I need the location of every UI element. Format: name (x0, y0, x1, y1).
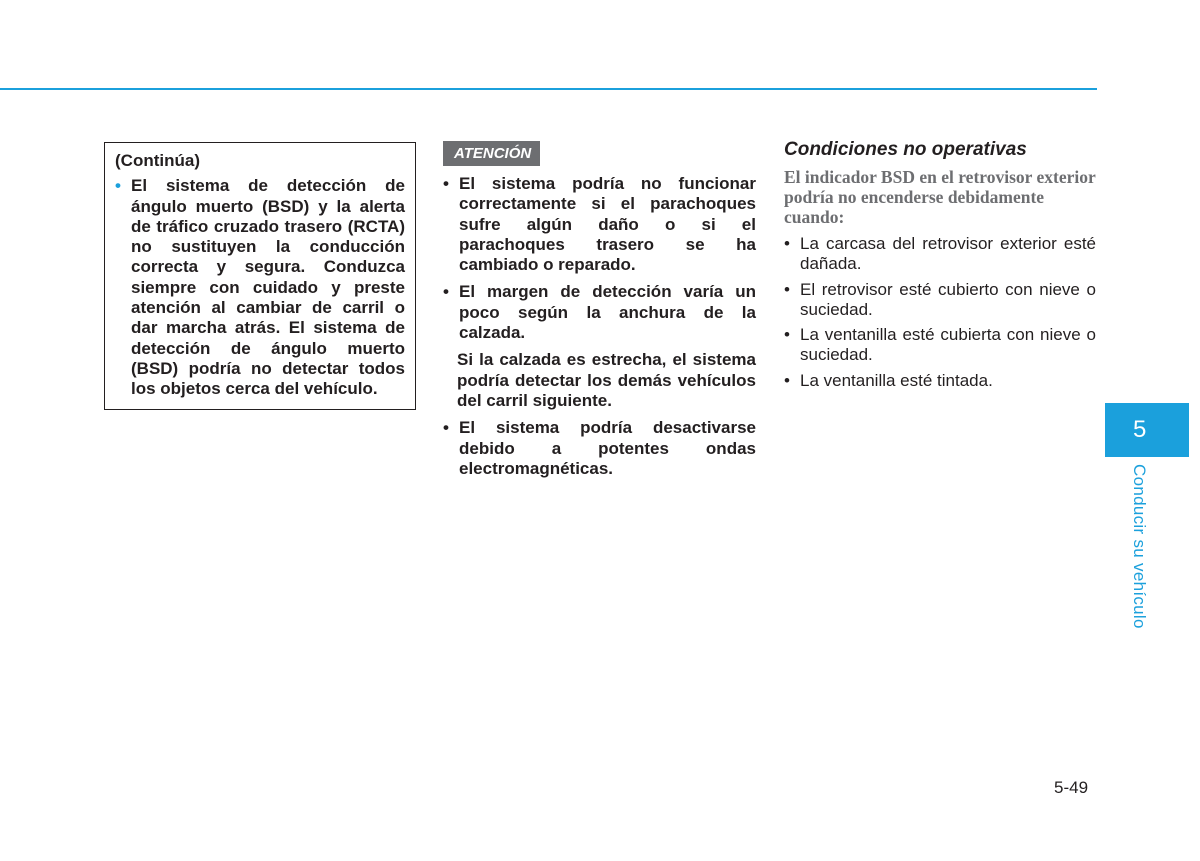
bullet-icon: • (443, 282, 449, 302)
caution-item-text: El sistema podría desactivarse debido a potentes ondas electromagnéticas. (459, 418, 756, 478)
bullet-icon: • (115, 176, 121, 196)
chapter-title: Conducir su vehículo (1130, 464, 1149, 629)
section-subheading: El indicador BSD en el retrovisor exterior podría no encenderse debidamente cuando: (784, 167, 1096, 227)
conditions-section (784, 138, 1096, 396)
condition-item-text: La carcasa del retrovisor exterior esté dañada. (800, 234, 1096, 274)
note-bullet (115, 176, 405, 399)
caution-item (443, 282, 756, 343)
caution-badge: ATENCIÓN (443, 141, 540, 166)
caution-item-text: El sistema podría no funcionar correctamente si el parachoques sufre algún daño o si el parachoques trasero se ha cambiado o reparado. (459, 174, 756, 275)
condition-item (784, 280, 1096, 321)
bullet-icon: • (784, 370, 790, 390)
bullet-icon: • (443, 418, 449, 438)
continued-label: (Continúa) (115, 151, 200, 170)
condition-item-text: La ventanilla esté cubierta con nieve o suciedad. (800, 325, 1096, 365)
continued-note-box (104, 142, 416, 410)
condition-item (784, 234, 1096, 275)
condition-item (784, 371, 1096, 391)
caution-item (443, 174, 756, 275)
condition-item-text: El retrovisor esté cubierto con nieve o suciedad. (800, 279, 1096, 319)
condition-item (784, 325, 1096, 366)
note-text: El sistema de detección de ángulo muerto (BSD) y la alerta de tráfico cruzado trasero (RCTA) no sustituyen la conducción correcta y segura. Conduzca siempre con cuidado y preste atención al cambiar de carril o dar marcha atrás. El sistema de detección de ángulo muerto (BSD) podría no detectar todos los objetos cerca del vehículo. (131, 176, 405, 399)
caution-item-text: El margen de detección varía un poco según la anchura de la calzada. (459, 282, 756, 343)
caution-item-extra: Si la calzada es estrecha, el sistema podría detectar los demás vehículos del carril siguiente. (457, 350, 756, 410)
condition-item-text: La ventanilla esté tintada. (800, 370, 993, 390)
section-heading: Condiciones no operativas (784, 139, 1027, 160)
bullet-icon: • (784, 325, 790, 345)
bullet-icon: • (784, 234, 790, 253)
bullet-icon: • (784, 279, 790, 299)
caution-item (443, 418, 756, 479)
bullet-icon: • (443, 174, 449, 193)
page-number: 5-49 (1054, 778, 1089, 797)
caution-section (443, 141, 756, 486)
chapter-number-tab: 5 (1105, 403, 1189, 457)
header-rule (0, 88, 1097, 90)
